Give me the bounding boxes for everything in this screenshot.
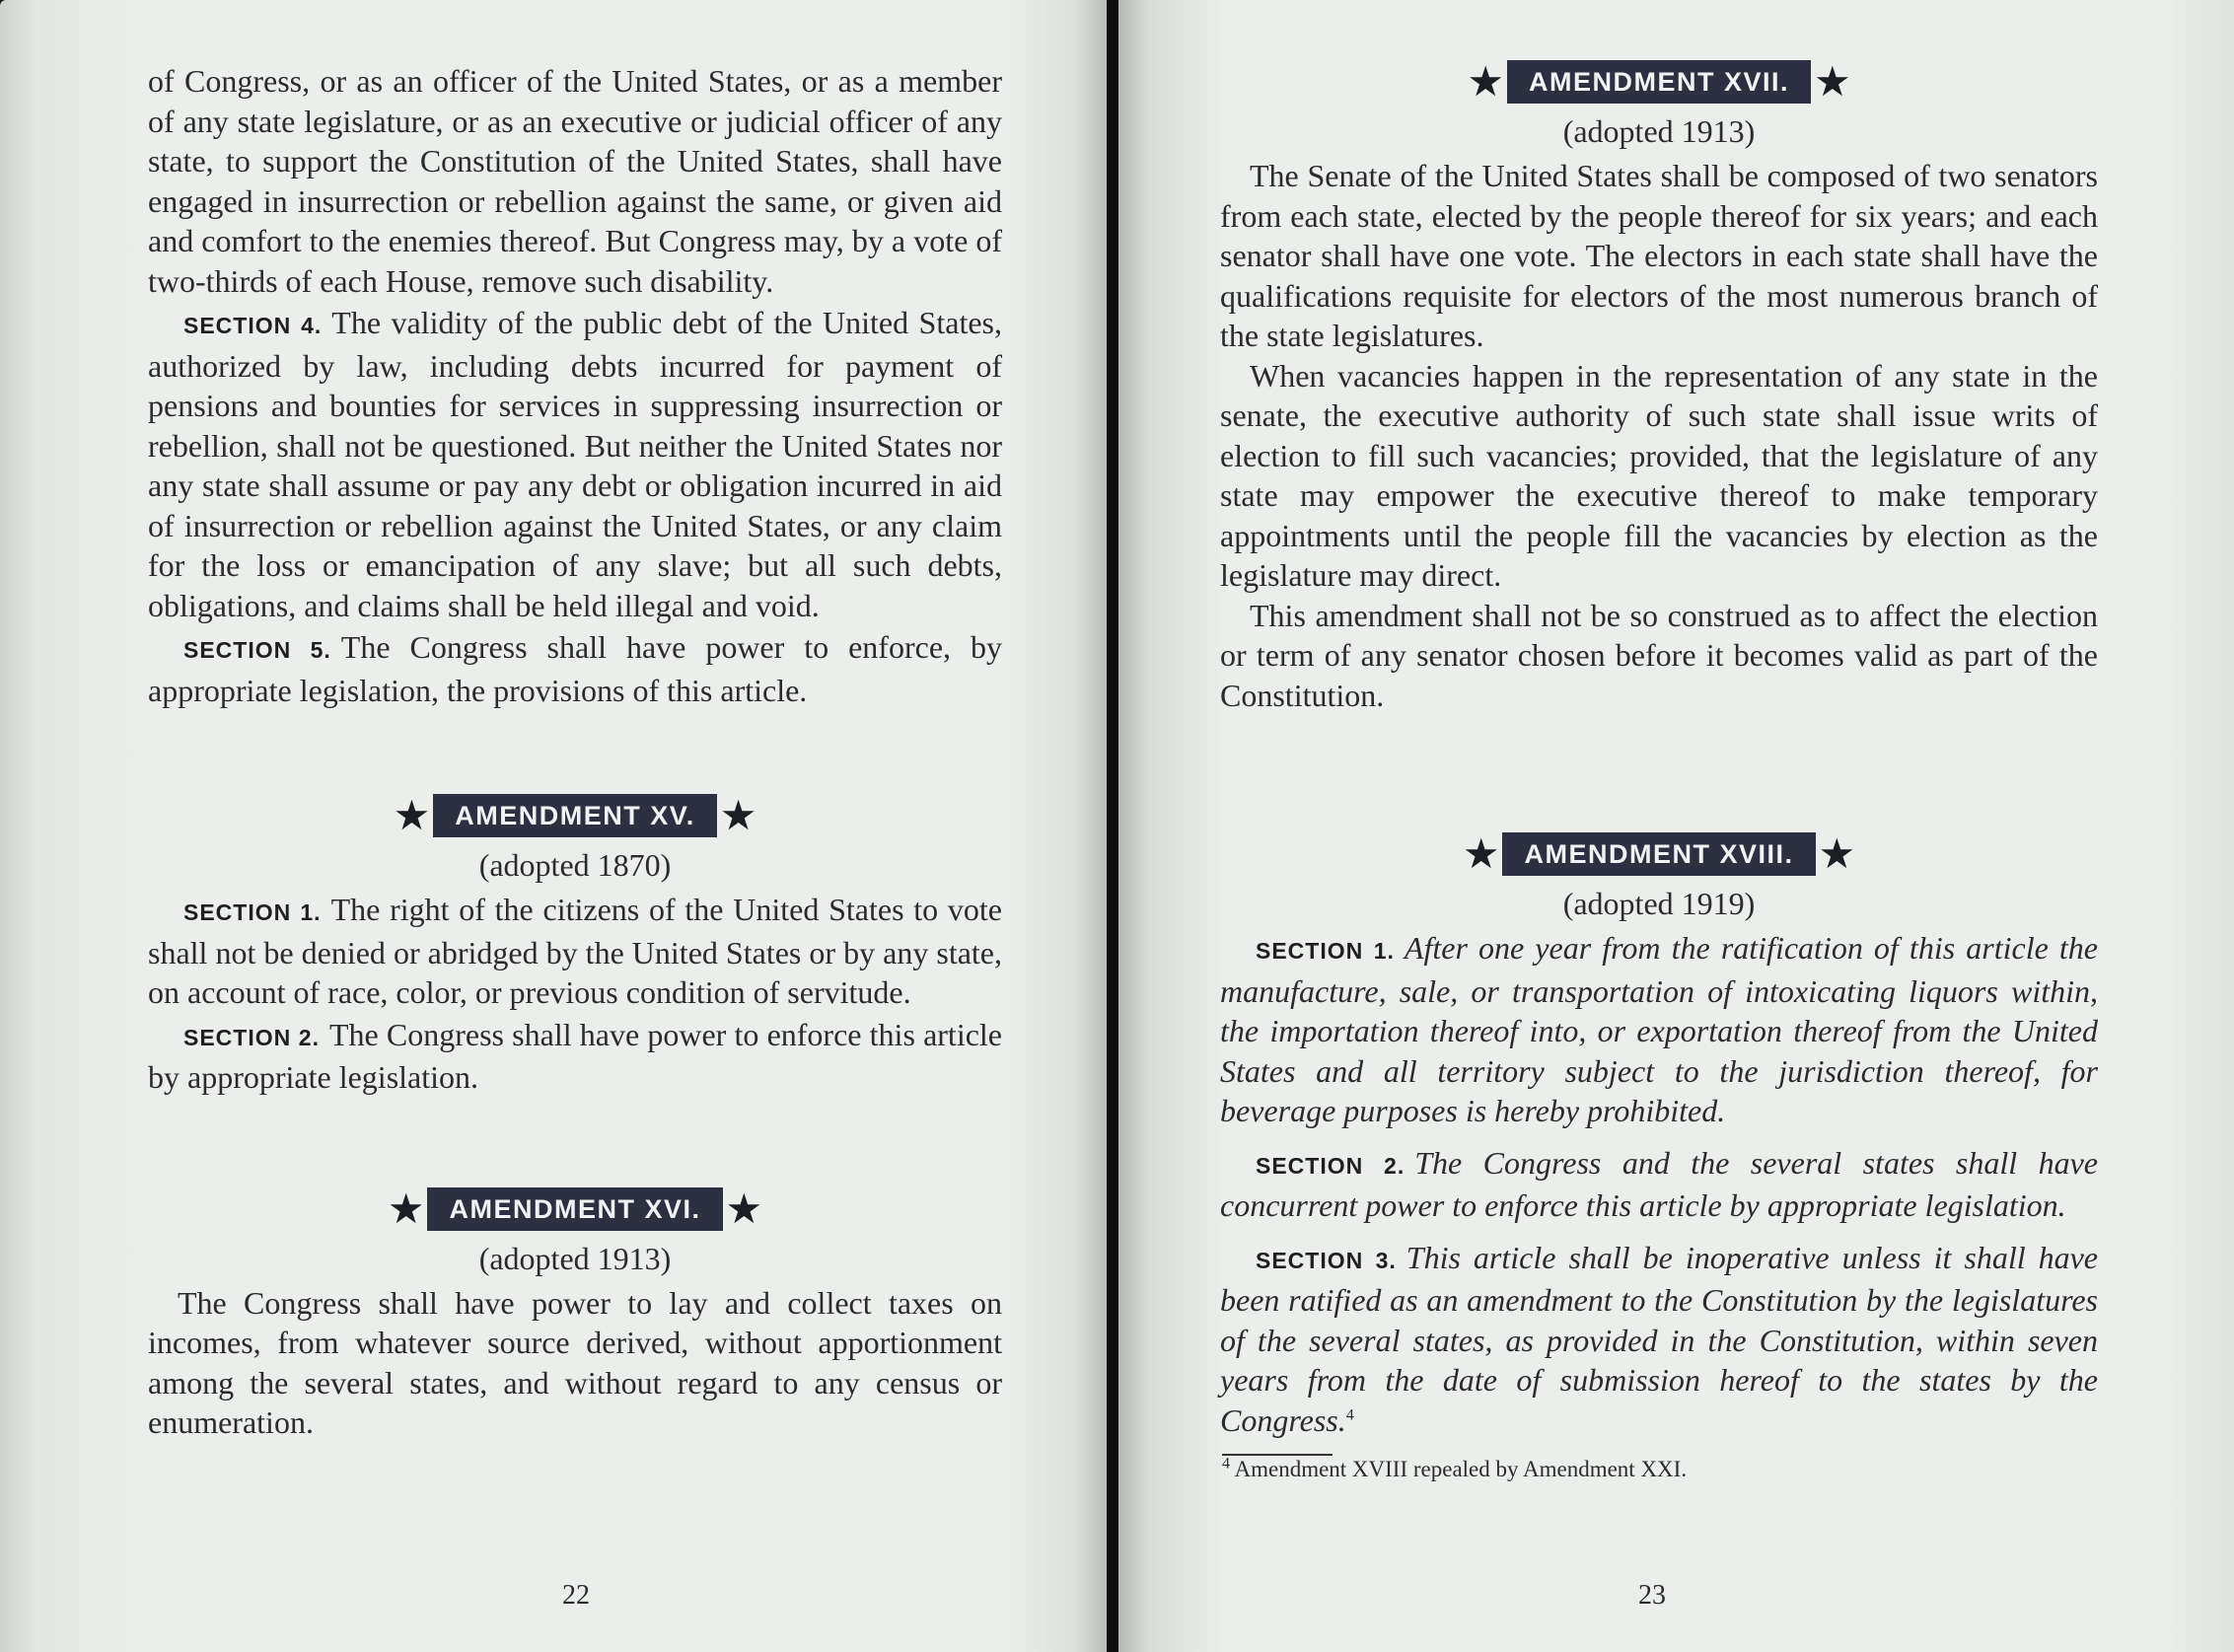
section-text: This article shall be inoperative unless it shall have been ratified as an amendment to the Constitution by the legislatures of the several states, as provided in the Constitution, within seven years from the date of submission hereof to the states by the Congress. <box>1220 1239 2098 1438</box>
amendment-xviii-section-3 <box>1220 1238 2098 1441</box>
section-text: The right of the citizens of the United States to vote shall not be denied or abridged by the United States or by any state, on account of race, color, or previous condition of servitude. <box>148 892 1002 1010</box>
section-label: SECTION 5. <box>183 637 331 663</box>
amendment-xiv-section-4 <box>148 303 1002 625</box>
page-number-right: 23 <box>1638 1580 1666 1611</box>
adopted-year: (adopted 1913) <box>1562 113 1756 149</box>
section-label: SECTION 3. <box>1256 1247 1397 1273</box>
star-icon: ★ <box>719 791 757 839</box>
amendment-xvii-paragraph-3: This amendment shall not be so construed as to affect the election or term of any senator chosen before it becomes valid as part of the Constitution. <box>1220 597 2098 713</box>
amendment-xviii-section-1 <box>1220 928 2098 1131</box>
amendment-xvii-paragraph-2: When vacancies happen in the representation of any state in the senate, the executive authority of such state shall issue writs of election to fill such vacancies; provided, that the legislature of any state may empower the executive thereof to make temporary appointments until the people fill the vacancies by election as the legislature may direct. <box>1220 357 2098 593</box>
section-text: The Congress shall have power to enforce, by appropriate legislation, the provisions of this article. <box>148 629 1002 708</box>
amendment-title-badge: AMENDMENT XVIII. <box>1502 832 1815 876</box>
amendment-xvii-heading <box>1220 57 2098 107</box>
section-text: After one year from the ratification of this article the manufacture, sale, or transportation of intoxicating liquors within, the importation thereof into, or exportation thereof from the United States and all territory subject to the jurisdiction thereof, for beverage purposes is hereby prohibited. <box>1220 930 2098 1128</box>
star-icon: ★ <box>1818 829 1856 878</box>
section-text: The validity of the public debt of the United States, authorized by law, including debts incurred for payment of pensions and bounties for services in suppressing insurrection or rebellion, shall not be questioned. But neither the United States nor any state shall assume or pay any debt or obligation incurred in aid of insurrection or rebellion against the United States, or any claim for the loss or emancipation of any slave; but all such debts, obligations, and claims shall be held illegal and void. <box>148 305 1002 623</box>
amendment-xv-heading <box>148 791 1002 840</box>
amendment-xv-section-1 <box>148 890 1002 1013</box>
star-icon: ★ <box>725 1184 763 1233</box>
right-text-column <box>1220 57 2098 1483</box>
star-icon: ★ <box>1462 829 1500 878</box>
section-label: SECTION 4. <box>183 313 323 338</box>
page-number-left: 22 <box>562 1580 590 1611</box>
section-label: SECTION 1. <box>1256 938 1395 964</box>
section-label: SECTION 1. <box>183 899 322 925</box>
left-page <box>0 0 1107 1652</box>
footnote-marker: 4 <box>1222 1455 1230 1472</box>
left-text-column <box>148 61 1002 1443</box>
footnote-text: Amendment XVIII repealed by Amendment XXI. <box>1234 1457 1688 1481</box>
adopted-year: (adopted 1913) <box>478 1240 672 1276</box>
star-icon: ★ <box>387 1184 425 1233</box>
section-label: SECTION 2. <box>1256 1152 1405 1179</box>
amendment-xviii-section-2 <box>1220 1143 2098 1226</box>
amendment-xiv-section-5 <box>148 627 1002 710</box>
adopted-year: (adopted 1919) <box>1562 886 1756 921</box>
amendment-xviii-heading <box>1220 829 2098 879</box>
right-page <box>1118 0 2234 1652</box>
amendment-xv-section-2 <box>148 1015 1002 1098</box>
section-text: The Congress shall have power to enforce this article by appropriate legislation. <box>148 1016 1003 1095</box>
amendment-xvi-text: The Congress shall have power to lay and collect taxes on incomes, from whatever source derived, without apportionment among the several states, and without regard to any census or enumeration. <box>148 1284 1002 1440</box>
amendment-xiv-continued-paragraph: of Congress, or as an officer of the United States, or as a member of any state legislature, or as an executive or judicial officer of any state, to support the Constitution of the United States, shall have engaged in insurrection or rebellion against the same, or given aid and comfort to the enemies thereof. But Congress may, by a vote of two-thirds of each House, remove such disability. <box>148 63 1002 299</box>
star-icon: ★ <box>393 791 431 839</box>
footnote <box>1222 1456 2098 1483</box>
amendment-title-badge: AMENDMENT XVI. <box>427 1187 722 1231</box>
book-gutter <box>1107 0 1118 1652</box>
amendment-title-badge: AMENDMENT XV. <box>433 794 717 837</box>
star-icon: ★ <box>1814 57 1851 106</box>
section-label: SECTION 2. <box>183 1024 320 1050</box>
footnote-reference: 4 <box>1345 1405 1354 1423</box>
star-icon: ★ <box>1467 57 1504 106</box>
amendment-xvi-heading <box>148 1185 1002 1234</box>
amendment-title-badge: AMENDMENT XVII. <box>1507 60 1811 104</box>
adopted-year: (adopted 1870) <box>478 847 672 883</box>
amendment-xvii-paragraph-1: The Senate of the United States shall be composed of two senators from each state, elected by the people thereof for six years; and each senator shall have one vote. The electors in each state shall have the qualifications requisite for electors of the most numerous branch of the state legislatures. <box>1220 158 2098 353</box>
section-text: The Congress and the several states shall have concurrent power to enforce this article by appropriate legislation. <box>1220 1144 2098 1223</box>
